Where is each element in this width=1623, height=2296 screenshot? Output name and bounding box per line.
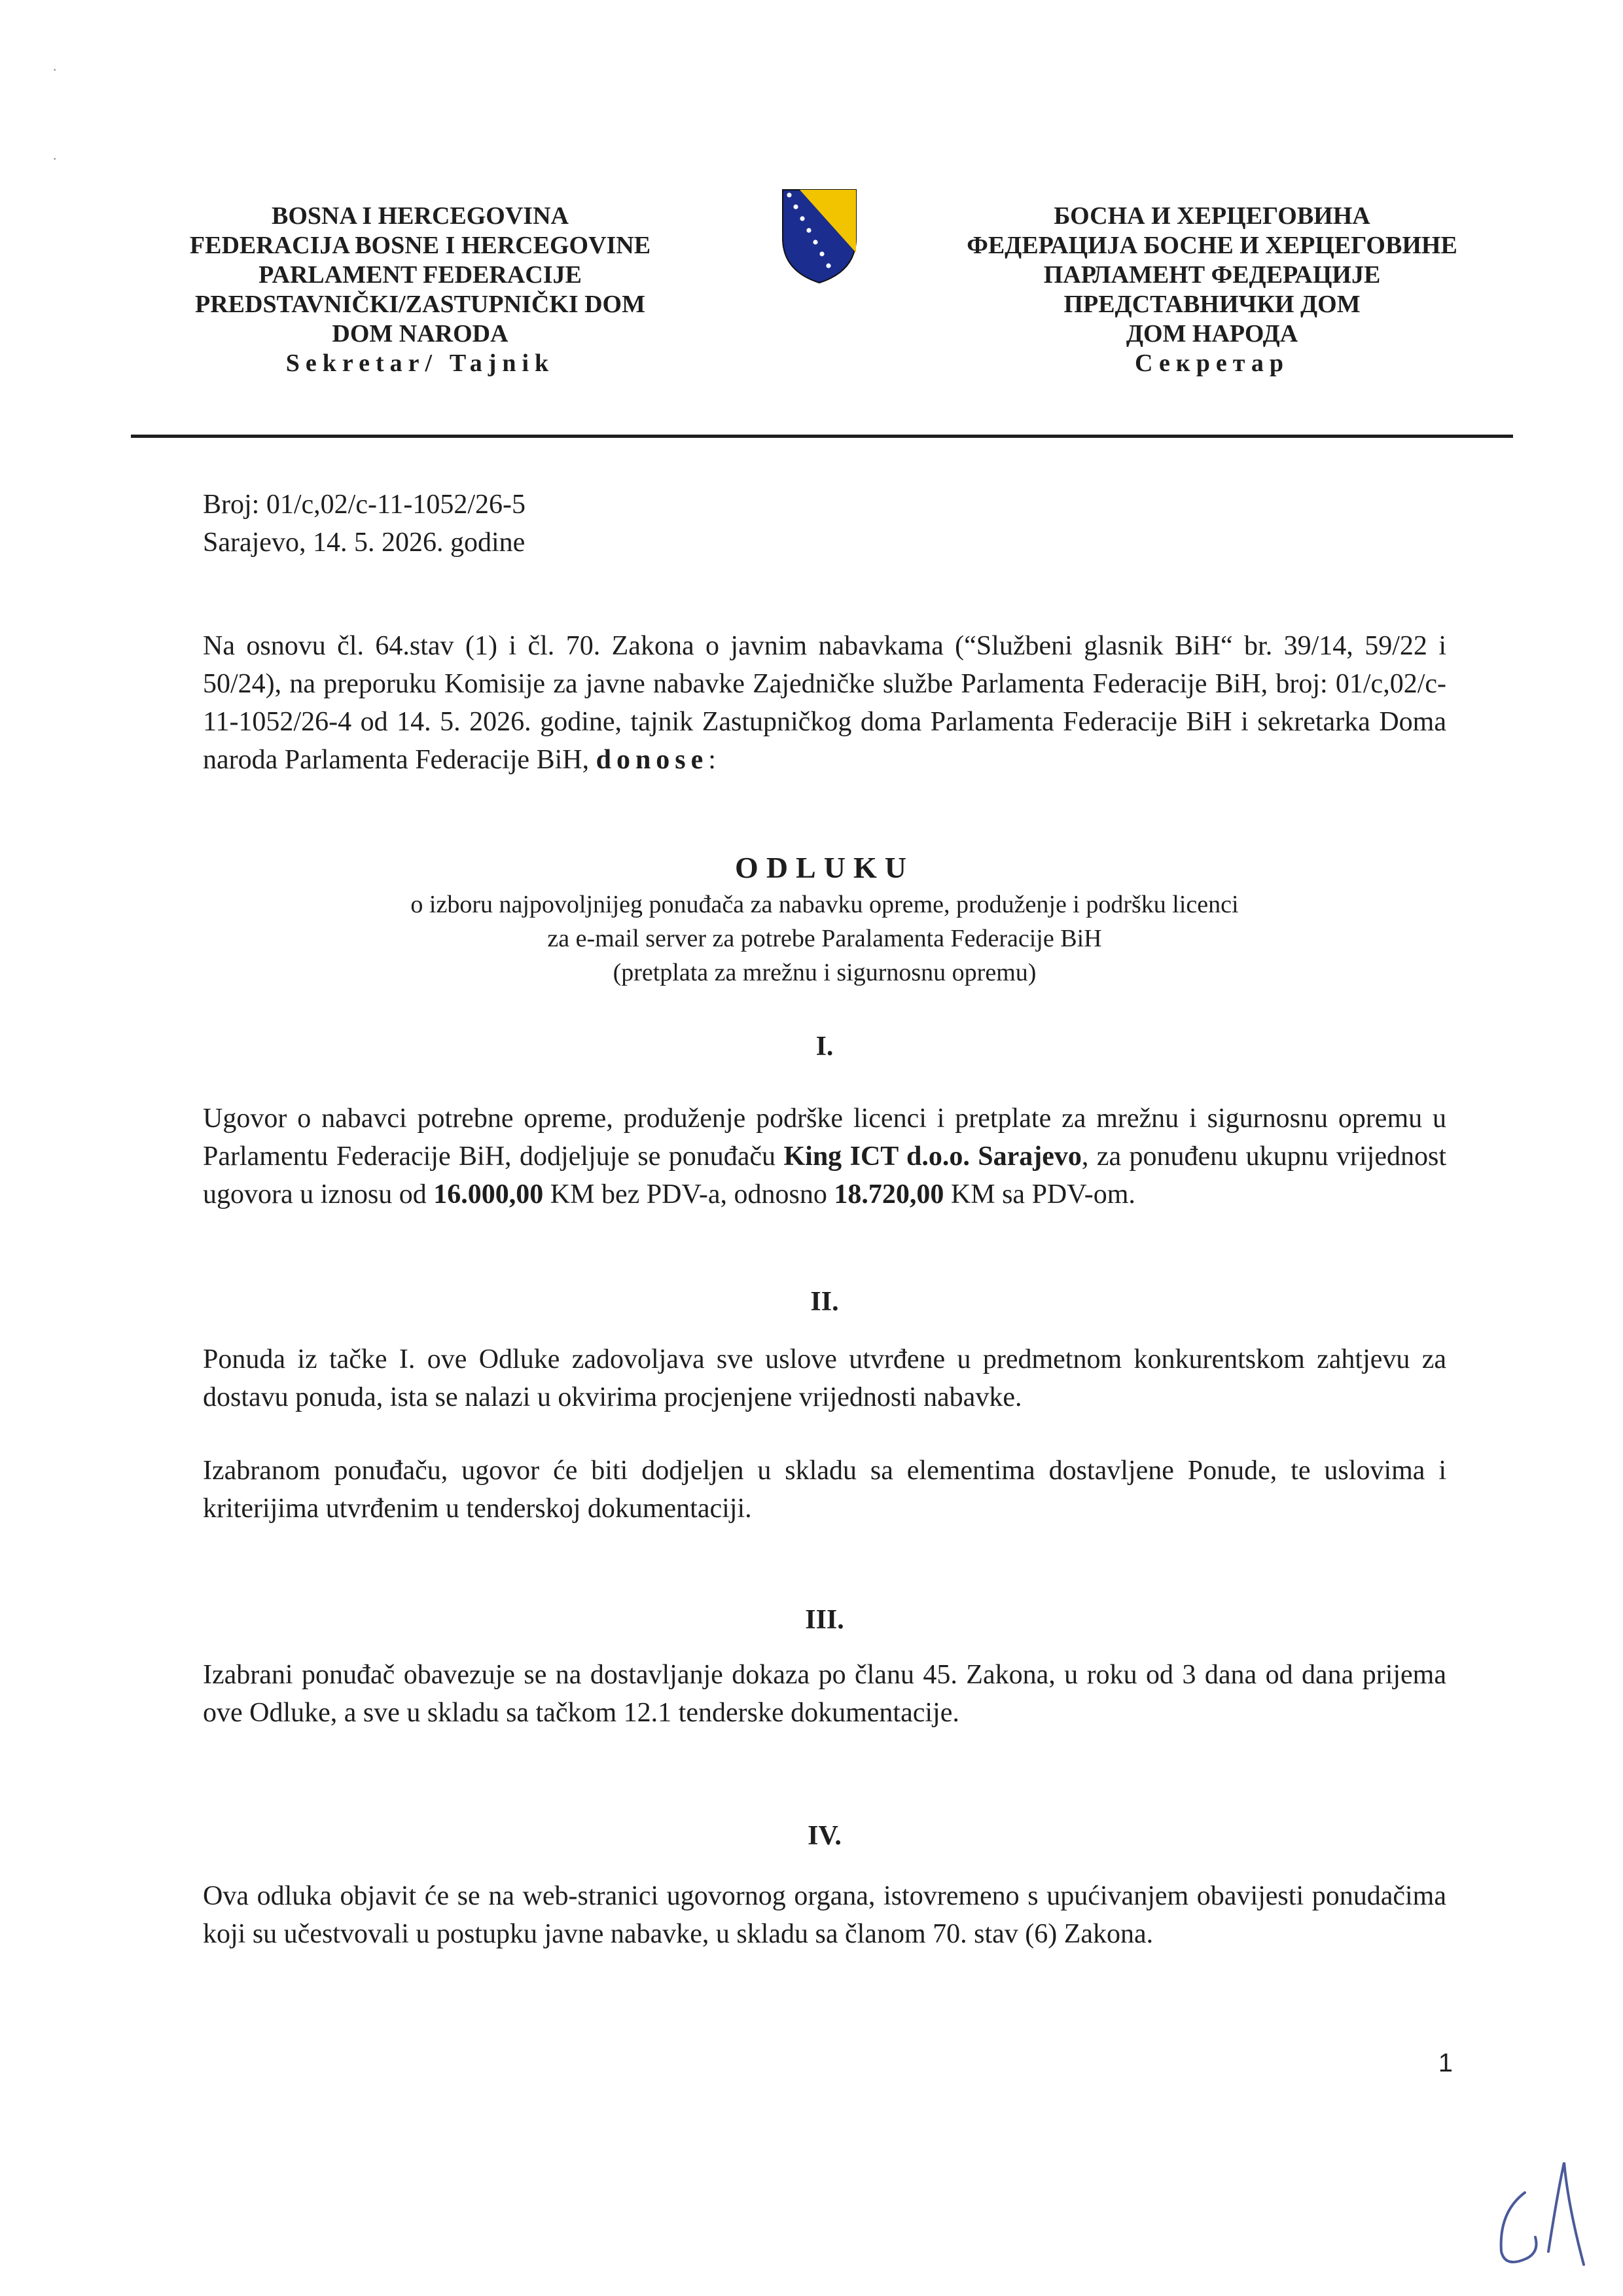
header-house-representatives-cyr: ПРЕДСТАВНИЧКИ ДОМ (1063, 291, 1361, 318)
scan-speck: · (52, 62, 58, 78)
decision-subtitle-line: o izboru najpovoljnijeg ponuđača za nabavku opreme, produženje i podršku licenci (410, 891, 1239, 918)
header-federation: FEDERACIJA BOSNE I HERCEGOVINE (189, 232, 651, 259)
header-divider (131, 435, 1513, 438)
signature-icon (1486, 2153, 1603, 2278)
preamble-verb: donose (596, 745, 709, 775)
section-1-paragraph (203, 1100, 1446, 1213)
section-1-text: Ugovor o nabavci potrebne opreme, produženje podrške licenci i pretplate za mrežnu i sigurnosnu opremu u Parlamentu Federacije BiH, dodjeljuje se ponuđaču (203, 1103, 1446, 1172)
section-2-paragraph-1: Ponuda iz tačke I. ove Odluke zadovoljava sve uslove utvrđene u predmetnom konkurentskom zahtjevu za dostavu ponuda, ista se nalazi u okvirima procjenjene vrijednosti nabavke. (203, 1344, 1446, 1412)
section-heading-4: IV. (808, 1821, 842, 1851)
section-2-paragraph-2: Izabranom ponuđaču, ugovor će biti dodjeljen u skladu sa elementima dostavljene Ponude, te uslovima i kriterijima utvrđenim u tenderskoj dokumentaciji. (203, 1456, 1446, 1524)
header-federation-cyr: ФЕДЕРАЦИЈА БОСНЕ И ХЕРЦЕГОВИНЕ (967, 232, 1457, 259)
decision-heading (203, 848, 1446, 990)
document-place-date: Sarajevo, 14. 5. 2026. godine (203, 528, 526, 558)
amount-with-vat: 18.720,00 (834, 1179, 944, 1210)
preamble-paragraph (203, 627, 1446, 779)
header-cyrillic (924, 202, 1500, 378)
section-1-text: , za ponuđenu ukupnu vrijednost ugovora u iznosu od (203, 1141, 1447, 1210)
bih-coat-of-arms-icon (780, 187, 859, 285)
selected-bidder: King ICT d.o.o. Sarajevo (783, 1141, 1082, 1172)
section-1-text: KM bez PDV-a, odnosno (543, 1179, 834, 1210)
header-secretary: Sekretar/ Tajnik (285, 350, 555, 377)
section-1-text: KM sa PDV-om. (944, 1179, 1135, 1210)
header-house-representatives: PREDSTAVNIČKI/ZASTUPNIČKI DOM (195, 291, 645, 318)
section-heading-1: I. (815, 1031, 834, 1062)
header-parliament: PARLAMENT FEDERACIJE (259, 261, 582, 289)
decision-subtitle (203, 888, 1446, 990)
decision-subtitle-line: za e-mail server za potrebe Paralamenta Federacije BiH (547, 925, 1102, 952)
header-latin (139, 202, 702, 378)
header-secretary-cyr: Секретар (1135, 350, 1289, 377)
section-heading-2: II. (810, 1287, 839, 1317)
document-meta (203, 486, 526, 562)
header-parliament-cyr: ПАРЛАМЕНТ ФЕДЕРАЦИЈЕ (1043, 261, 1381, 289)
section-heading-3: III. (805, 1605, 844, 1635)
header-house-peoples: DOM NARODA (332, 320, 508, 348)
section-3-paragraph: Izabrani ponuđač obavezuje se na dostavljanje dokaza po članu 45. Zakona, u roku od 3 dana od dana prijema ove Odluke, a sve u skladu sa tačkom 12.1 tenderske dokumentacije. (203, 1660, 1446, 1728)
header-country: BOSNA I HERCEGOVINA (272, 202, 569, 230)
amount-without-vat: 16.000,00 (433, 1179, 544, 1210)
section-4-paragraph: Ova odluka objavit će se na web-stranici ugovornog organa, istovremeno s upućivanjem obavijesti ponudačima koji su učestvovali u postupku javne nabavke, u skladu sa članom 70. stav (6) Zakona. (203, 1881, 1446, 1949)
page-number: 1 (1438, 2049, 1453, 2077)
document-number: Broj: 01/c,02/c-11-1052/26-5 (203, 490, 526, 520)
scan-speck: · (52, 151, 58, 167)
header-house-peoples-cyr: ДОМ НАРОДА (1126, 320, 1298, 348)
decision-subtitle-line: (pretplata za mrežnu i sigurnosnu opremu) (613, 959, 1037, 986)
decision-title: ODLUKU (735, 851, 914, 884)
header-country-cyr: БОСНА И ХЕРЦЕГОВИНА (1054, 202, 1370, 230)
preamble-text: Na osnovu čl. 64.stav (1) i čl. 70. Zakona o javnim nabavkama (“Službeni glasnik BiH“ br. 39/14, 59/22 i 50/24), na preporuku Komisije za javne nabavke Zajedničke službe Parlamenta Federacije BiH, broj: 01/c,02/c-11-1052/26-4 od 14. 5. 2026. godine, tajnik Zastupničkog doma Parlamenta Federacije BiH i sekretarka Doma naroda Parlamenta Federacije BiH, (203, 631, 1446, 775)
preamble-colon: : (708, 745, 716, 775)
